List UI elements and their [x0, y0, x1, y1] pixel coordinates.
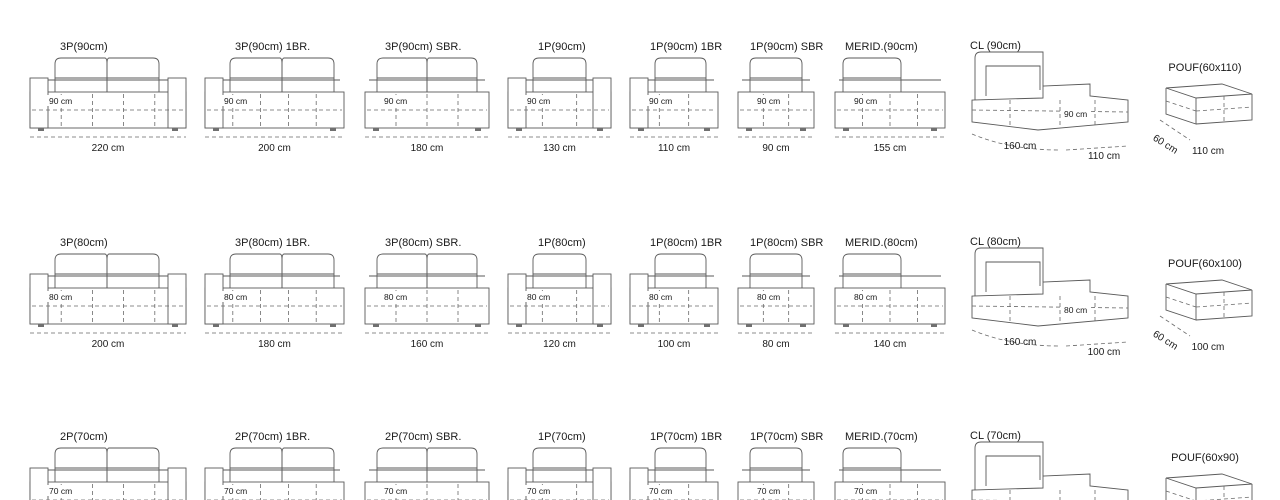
armrest-right [168, 468, 186, 500]
armrest-right [168, 78, 186, 128]
backrest-cushion-left [377, 254, 427, 288]
chaise-drawing [970, 236, 1128, 358]
model-name: 1P(70cm) SBR [750, 431, 824, 443]
sofa-foot [213, 324, 219, 327]
sofa-drawing [365, 431, 489, 500]
sofa-foot [800, 128, 806, 131]
seat-depth-label: 70 cm [854, 486, 878, 496]
chaise-back-cushion [986, 66, 1040, 96]
sofa-foot [746, 324, 752, 327]
backrest-cushion-right [427, 254, 477, 288]
pouf-dash [1166, 491, 1196, 500]
sofa-drawing [738, 41, 823, 154]
seat-depth-label: 80 cm [384, 292, 408, 302]
sofa-drawing [630, 41, 722, 154]
sofa-foot [213, 128, 219, 131]
backrest-cushion [843, 58, 901, 92]
seat-depth-label: 90 cm [649, 96, 673, 106]
sofa-foot [516, 324, 522, 327]
seat-depth-label: 80 cm [757, 292, 781, 302]
backrest-cushion [533, 254, 586, 288]
backrest-cushion [655, 254, 706, 288]
seat-depth-label: 90 cm [854, 96, 878, 106]
model-name: 1P(90cm) 1BR [650, 41, 723, 53]
sofa-foot [597, 128, 603, 131]
backrest-cushion [843, 254, 901, 288]
model-name: 3P(90cm) [60, 41, 108, 53]
seat-depth-label: 80 cm [49, 292, 73, 302]
backrest-cushion [655, 448, 706, 482]
chaise-seat-label: 90 cm [1064, 109, 1088, 119]
backrest-cushion-left [377, 58, 427, 92]
chaise-body [972, 84, 1128, 130]
backrest-cushion-right [282, 254, 334, 288]
sofa-foot [931, 324, 937, 327]
sofa-foot [638, 324, 644, 327]
seat-depth-label: 70 cm [224, 486, 248, 496]
backrest-cushion-left [230, 254, 282, 288]
sofa-drawing [738, 431, 823, 500]
chaise-length-label: 160 cm [1003, 141, 1037, 152]
sofa-drawing [30, 237, 186, 350]
chaise-dash [972, 306, 1128, 308]
chaise-backrest [975, 442, 1043, 490]
width-label: 110 cm [657, 143, 691, 154]
sofa-foot [373, 324, 379, 327]
pouf-top [1166, 474, 1252, 488]
sofa-drawing [30, 41, 186, 154]
model-name: 2P(70cm) 1BR. [235, 431, 311, 443]
model-name: 1P(70cm) 1BR [650, 431, 723, 443]
seat-depth-label: 80 cm [527, 292, 551, 302]
armrest-left [30, 468, 48, 500]
chaise-dash [972, 110, 1128, 112]
model-row [30, 40, 1252, 162]
backrest-cushion [750, 58, 802, 92]
sofa-foot [475, 324, 481, 327]
width-label: 80 cm [762, 339, 790, 350]
chaise-drawing [970, 40, 1128, 162]
sofa-foot [330, 324, 336, 327]
backrest-cushion-left [55, 448, 107, 482]
pouf-side [1166, 478, 1196, 500]
sofa-drawing [365, 237, 489, 350]
width-label: 90 cm [762, 143, 790, 154]
backrest-cushion-left [55, 58, 107, 92]
pouf-width-label: 100 cm [1191, 342, 1225, 353]
chaise-drawing [970, 430, 1128, 500]
pouf-depth-label: 60 cm [1150, 132, 1180, 157]
backrest-cushion-right [107, 58, 159, 92]
armrest-left [508, 274, 526, 324]
backrest-cushion [843, 448, 901, 482]
seat-depth-label: 70 cm [649, 486, 673, 496]
seat-depth-label: 70 cm [49, 486, 73, 496]
sofa-foot [843, 128, 849, 131]
backrest-cushion [750, 448, 802, 482]
model-name: 1P(90cm) SBR [750, 41, 824, 53]
pouf-depth-label: 60 cm [1150, 328, 1180, 353]
sofa-drawing [508, 431, 611, 500]
chaise-body [972, 474, 1128, 500]
model-name: 1P(90cm) [538, 41, 586, 53]
chaise-backrest [975, 52, 1043, 100]
sofa-drawing [205, 237, 344, 350]
backrest-cushion [533, 448, 586, 482]
model-name: 3P(90cm) SBR. [385, 41, 462, 53]
armrest-right [593, 274, 611, 324]
width-label: 160 cm [410, 339, 444, 350]
chaise-length-label: 160 cm [1003, 337, 1037, 348]
sofa-foot [475, 128, 481, 131]
armrest-left [205, 78, 223, 128]
seat-depth-label: 70 cm [527, 486, 551, 496]
sofa-foot [597, 324, 603, 327]
backrest-cushion-right [427, 58, 477, 92]
sofa-foot [704, 324, 710, 327]
backrest-cushion-left [55, 254, 107, 288]
width-label: 140 cm [873, 339, 907, 350]
chaise-body [972, 280, 1128, 326]
model-name: 1P(80cm) [538, 237, 586, 249]
width-label: 200 cm [258, 143, 291, 154]
seat-depth-label: 70 cm [384, 486, 408, 496]
seat-depth-label: 90 cm [49, 96, 73, 106]
sofa-foot [746, 128, 752, 131]
sofa-foot [638, 128, 644, 131]
backrest-cushion-right [427, 448, 477, 482]
backrest-cushion-right [107, 254, 159, 288]
chaise-width-label: 100 cm [1087, 347, 1121, 358]
model-name: MERID.(90cm) [845, 41, 918, 53]
sofa-foot [373, 128, 379, 131]
chaise-name: CL (70cm) [970, 430, 1021, 442]
sofa-drawing [508, 237, 611, 350]
backrest-cushion [750, 254, 802, 288]
sofa-drawing [630, 237, 722, 350]
model-name: 3P(80cm) SBR. [385, 237, 462, 249]
armrest-left [30, 274, 48, 324]
sofa-foot [38, 324, 44, 327]
model-name: MERID.(70cm) [845, 431, 918, 443]
backrest-cushion-left [230, 448, 282, 482]
pouf-drawing [1151, 258, 1252, 353]
model-name: 3P(80cm) 1BR. [235, 237, 311, 249]
armrest-right [168, 274, 186, 324]
sofa-drawing [630, 431, 722, 500]
sofa-drawing [365, 41, 489, 154]
chaise-width-label: 110 cm [1087, 151, 1121, 162]
pouf-drawing [1160, 452, 1252, 500]
sofa-drawing [205, 41, 344, 154]
armrest-left [630, 78, 648, 128]
width-label: 200 cm [91, 339, 125, 350]
sofa-drawing [835, 431, 945, 500]
armrest-left [508, 78, 526, 128]
backrest-cushion-right [282, 58, 334, 92]
model-row [30, 430, 1252, 500]
model-name: MERID.(80cm) [845, 237, 918, 249]
sofa-foot [38, 128, 44, 131]
width-label: 220 cm [91, 143, 125, 154]
model-row [30, 236, 1252, 358]
width-label: 120 cm [543, 339, 576, 350]
seat-depth-label: 90 cm [527, 96, 551, 106]
width-label: 130 cm [543, 143, 576, 154]
sofa-foot [800, 324, 806, 327]
sofa-foot [172, 128, 178, 131]
seat-depth-label: 90 cm [384, 96, 408, 106]
backrest-cushion-right [282, 448, 334, 482]
model-name: 1P(80cm) 1BR [650, 237, 723, 249]
sofa-foot [330, 128, 336, 131]
backrest-cushion-left [377, 448, 427, 482]
sofa-foot [704, 128, 710, 131]
model-name: 3P(90cm) 1BR. [235, 41, 311, 53]
armrest-right [593, 468, 611, 500]
chaise-backrest [975, 248, 1043, 296]
backrest-cushion [533, 58, 586, 92]
chaise-name: CL (90cm) [970, 40, 1021, 52]
backrest-cushion-right [107, 448, 159, 482]
model-name: 1P(70cm) [538, 431, 586, 443]
armrest-left [205, 274, 223, 324]
model-name: 2P(70cm) SBR. [385, 431, 462, 443]
pouf-name: POUF(60x90) [1171, 452, 1239, 464]
sofa-drawing [738, 237, 823, 350]
armrest-left [30, 78, 48, 128]
seat-depth-label: 80 cm [854, 292, 878, 302]
seat-depth-label: 80 cm [649, 292, 673, 302]
chaise-name: CL (80cm) [970, 236, 1021, 248]
model-name: 1P(80cm) SBR [750, 237, 824, 249]
sofa-foot [516, 128, 522, 131]
sofa-drawing [835, 237, 945, 350]
sofa-drawing [508, 41, 611, 154]
pouf-name: POUF(60x100) [1168, 258, 1242, 270]
sofa-drawing [30, 431, 186, 500]
armrest-right [593, 78, 611, 128]
pouf-drawing [1151, 62, 1252, 157]
armrest-left [508, 468, 526, 500]
backrest-cushion [655, 58, 706, 92]
armrest-left [205, 468, 223, 500]
pouf-top [1166, 280, 1252, 294]
sofa-foot [172, 324, 178, 327]
chaise-seat-label: 80 cm [1064, 305, 1088, 315]
seat-depth-label: 80 cm [224, 292, 248, 302]
width-label: 100 cm [657, 339, 691, 350]
armrest-left [630, 274, 648, 324]
pouf-dash [1166, 101, 1196, 111]
width-label: 155 cm [873, 143, 907, 154]
chaise-width-dimension [1066, 146, 1128, 150]
sofa-foot [843, 324, 849, 327]
seat-depth-label: 90 cm [757, 96, 781, 106]
model-name: 2P(70cm) [60, 431, 108, 443]
pouf-name: POUF(60x110) [1168, 62, 1242, 74]
pouf-top [1166, 84, 1252, 98]
armrest-left [630, 468, 648, 500]
seat-depth-label: 70 cm [757, 486, 781, 496]
chaise-back-cushion [986, 262, 1040, 292]
backrest-cushion-left [230, 58, 282, 92]
width-label: 180 cm [410, 143, 444, 154]
chaise-back-cushion [986, 456, 1040, 486]
pouf-dash [1166, 297, 1196, 307]
width-label: 180 cm [258, 339, 291, 350]
sofa-drawing [205, 431, 344, 500]
sofa-foot [931, 128, 937, 131]
sofa-drawing [835, 41, 945, 154]
model-name: 3P(80cm) [60, 237, 108, 249]
chaise-width-dimension [1066, 342, 1128, 346]
seat-depth-label: 90 cm [224, 96, 248, 106]
pouf-width-label: 110 cm [1191, 146, 1225, 157]
